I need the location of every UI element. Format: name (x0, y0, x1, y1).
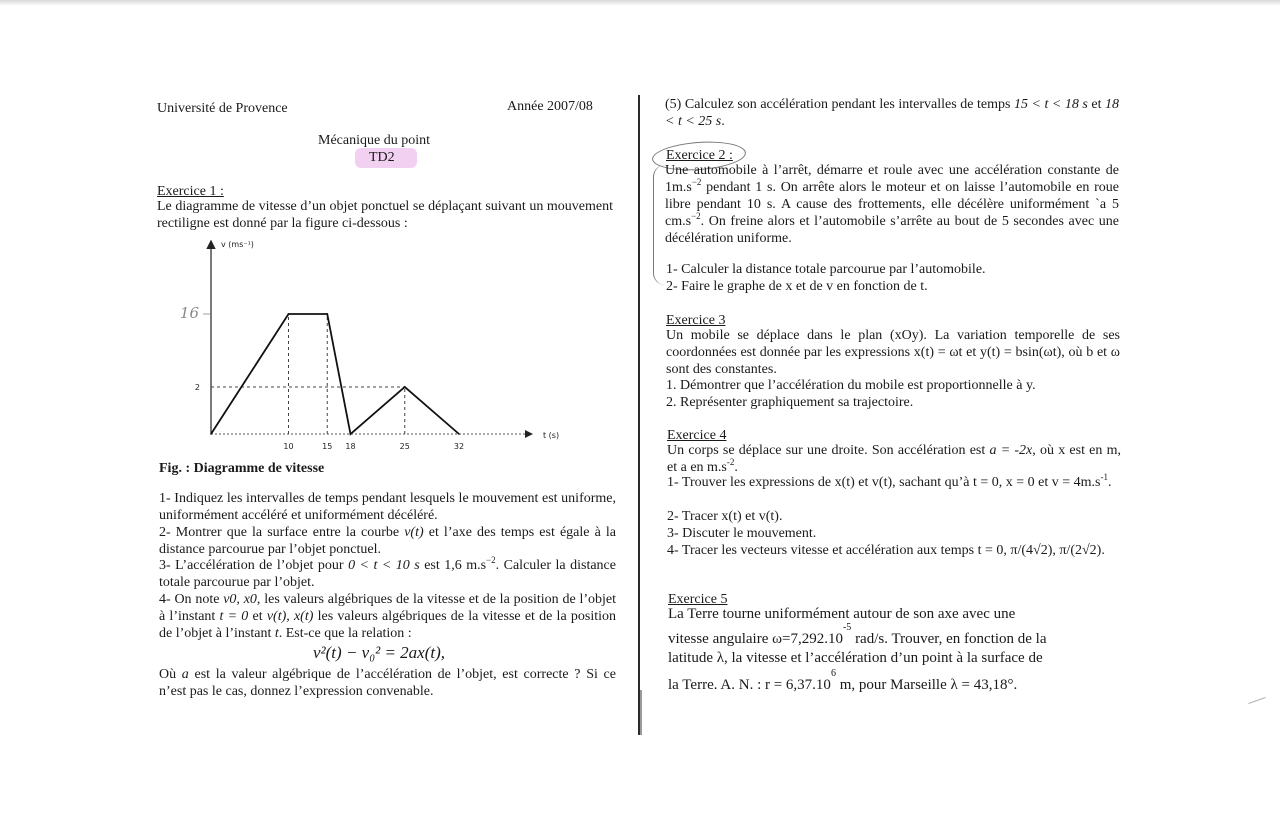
ex2-text-b: pendant 1 s. On arrête alors le moteur et on laisse l’automobile en roue libre pendant 10 s. A cause des frottements, elle décélère uniformément `a 5 cm.s (665, 180, 1119, 229)
ex4-text-a: Un corps se déplace sur une droite. Son accélération est (667, 443, 990, 458)
ex1-title: Exercice 1 : (157, 184, 224, 199)
ex4-q2: 2- Tracer x(t) et v(t). (667, 509, 783, 524)
ex5-line4-a: la Terre. A. N. : r = 6,37.10 (668, 677, 831, 693)
y-tick-label-2: 2 (194, 383, 200, 392)
ex1-q4-text-5: . Est-ce que la relation : (278, 626, 412, 641)
ex4-text (667, 442, 1121, 476)
ex1-q5-and: et (1087, 97, 1105, 112)
x-axis-label: t (s) (543, 431, 560, 440)
ex4-accel: a = -2x (989, 443, 1033, 458)
ex1-q5-text: (5) Calculez son accélération pendant les intervalles de temps (665, 97, 1014, 112)
ex1-q2-text: 2- Montrer que la surface entre la courbe (159, 525, 405, 540)
column-divider (638, 95, 640, 735)
x-tick-label-15: 15 (322, 442, 333, 451)
ex1-q3-value: est 1,6 m.s (419, 558, 487, 573)
ex1-q3 (159, 557, 616, 591)
ex1-q2-text-end: et l’axe des temps est égale à la distance parcourue par l’objet ponctuel. (159, 525, 616, 557)
ex1-q2-vt: v(t) (404, 525, 424, 540)
ex4-text-b: , où x est en m, et a en m.s (667, 443, 1122, 475)
scan-top-edge (0, 0, 1280, 6)
ex4-q1-exp: -1 (1100, 472, 1109, 482)
ex1-formula: v²(t) − v₀² = 2ax(t), (313, 643, 446, 662)
velocity-chart-svg (150, 230, 570, 460)
ex2-title: Exercice 2 : (666, 148, 733, 163)
ex1-q4 (159, 591, 616, 642)
data-point (404, 386, 406, 388)
ex5-line4-b: m, pour Marseille λ = 43,18°. (835, 677, 1018, 693)
ex1-intro: Le diagramme de vitesse d’un objet ponctuel se déplaçant suivant un mouvement rectiligne est donné par la figure ci-dessous : (157, 199, 613, 231)
x-tick-label-10: 10 (283, 442, 294, 451)
x-tick-label-18: 18 (345, 442, 356, 451)
x-tick-label-32: 32 (453, 442, 465, 451)
ex5-line4 (668, 668, 1123, 695)
ex3-text: Un mobile se déplace dans le plan (xOy). La variation temporelle de ses coordonnées est donnée par les expressions x(t) = ωt et y(t) = bsin(ωt), où b et ω sont des constantes. (666, 328, 1120, 377)
ex2-text-a: Une automobile à l’arrêt, démarre et roule avec une accélération constante de 1m.s (665, 163, 1119, 195)
x-tick-label-25: 25 (399, 442, 410, 451)
ex1-q5 (665, 96, 1119, 130)
ex1-q3-text-end: . Calculer la distance totale parcourue par l’objet. (159, 558, 616, 590)
data-point (458, 433, 460, 435)
ex1-q4-v0x0: v0, x0, (223, 592, 261, 607)
ex2-text (665, 162, 1119, 247)
ex5-line3: latitude λ, la vitesse et l’accélération d’un point à la surface de (668, 650, 1043, 666)
academic-year: Année 2007/08 (507, 99, 593, 114)
ex5-line2-a: vitesse angulaire ω=7,292.10 (668, 631, 843, 647)
ex1-q3-range: 0 < t < 10 s (348, 558, 420, 573)
ex1-q2 (159, 524, 616, 558)
figure-caption: Fig. : Diagramme de vitesse (159, 461, 325, 476)
ex1-q5-range1: 15 < t < 18 s (1013, 97, 1088, 112)
ex5-r-exp: 6 (830, 668, 836, 679)
ex2-q1: 1- Calculer la distance totale parcourue par l’automobile. (666, 262, 986, 277)
ex1-q4-text-4: les valeurs algébriques de la vitesse et de la position de l’objet à l’instant (159, 609, 616, 641)
ex3-q1: 1. Démontrer que l’accélération du mobile est proportionnelle à y. (666, 378, 1036, 393)
ex1-q5-range2: 18 < t < 25 s (665, 97, 1119, 129)
ex4-q4: 4- Tracer les vecteurs vitesse et accélération aux temps t = 0, π/(4√2), π/(2√2). (667, 543, 1105, 558)
university-name: Université de Provence (157, 101, 288, 116)
td-number: TD2 (369, 150, 395, 165)
scan-speck (1248, 697, 1265, 704)
ex4-text-c: . (734, 460, 738, 475)
ex4-q3: 3- Discuter le mouvement. (667, 526, 817, 541)
velocity-chart (150, 230, 570, 460)
ex3-q2: 2. Représenter graphiquement sa trajectoire. (666, 395, 914, 410)
ex1-followup-text: Où (159, 667, 182, 682)
course-title: Mécanique du point (318, 133, 430, 148)
ex5-title: Exercice 5 (668, 592, 728, 607)
ex1-q3-text: 3- L’accélération de l’objet pour (159, 558, 349, 573)
ex1-q3-exponent: −2 (486, 555, 496, 565)
ex5-line2-b: rad/s. Trouver, en fonction de la (851, 631, 1047, 647)
ex1-q4-vx: v(t), x(t) (266, 609, 314, 624)
ex5-line1: La Terre tourne uniformément autour de son axe avec une (668, 606, 1016, 622)
ex2-q2: 2- Faire le graphe de x et de v en fonction de t. (666, 279, 928, 294)
ex5-omega-exp: -5 (842, 622, 852, 633)
ex2-text-c: . On freine alors et l’automobile s’arrête au bout de 5 secondes avec une décélération uniforme. (665, 214, 1119, 246)
data-point (288, 313, 290, 315)
ex1-q4-text-2: les valeurs algébriques de la vitesse et de la position de l’objet à l’instant (159, 592, 616, 624)
data-point (326, 313, 328, 315)
data-point (350, 433, 352, 435)
ex4-q1-end: . (1108, 475, 1112, 490)
handwritten-16-label: 16 (179, 304, 199, 322)
ex1-q4-followup (159, 666, 616, 700)
ex1-q1: 1- Indiquez les intervalles de temps pendant lesquels le mouvement est uniforme, uniformément accéléré et uniformément décéléré. (159, 491, 616, 523)
ex1-followup-text-end: est la valeur algébrique de l’accélération de l’objet, est correcte ? Si ce n’est pas le cas, donnez l’expression convenable. (159, 667, 616, 699)
ex1-q4-text-3: et (248, 609, 267, 624)
y-axis-label: v (ms⁻¹) (221, 240, 254, 249)
ex1-q4-text: 4- On note (159, 592, 224, 607)
ex4-title: Exercice 4 (667, 428, 727, 443)
ex4-exp: -2 (726, 457, 735, 467)
data-point (210, 433, 212, 435)
ex1-q5-period: . (721, 114, 725, 129)
ex1-q4-t: t (274, 626, 279, 641)
ex1-followup-var: a (181, 667, 189, 682)
ex2-exp2: −2 (691, 211, 701, 221)
velocity-line (211, 314, 459, 434)
ex4-q1-text: 1- Trouver les expressions de x(t) et v(t), sachant qu’à t = 0, x = 0 et v = 4m.s (667, 475, 1101, 490)
ex4-q1 (667, 474, 1121, 491)
ex2-exp1: −2 (691, 177, 702, 187)
ex3-title: Exercice 3 (666, 313, 726, 328)
column-divider-fade (640, 690, 642, 735)
ex5-line2 (668, 622, 1123, 649)
ex1-q4-t0: t = 0 (219, 609, 249, 624)
